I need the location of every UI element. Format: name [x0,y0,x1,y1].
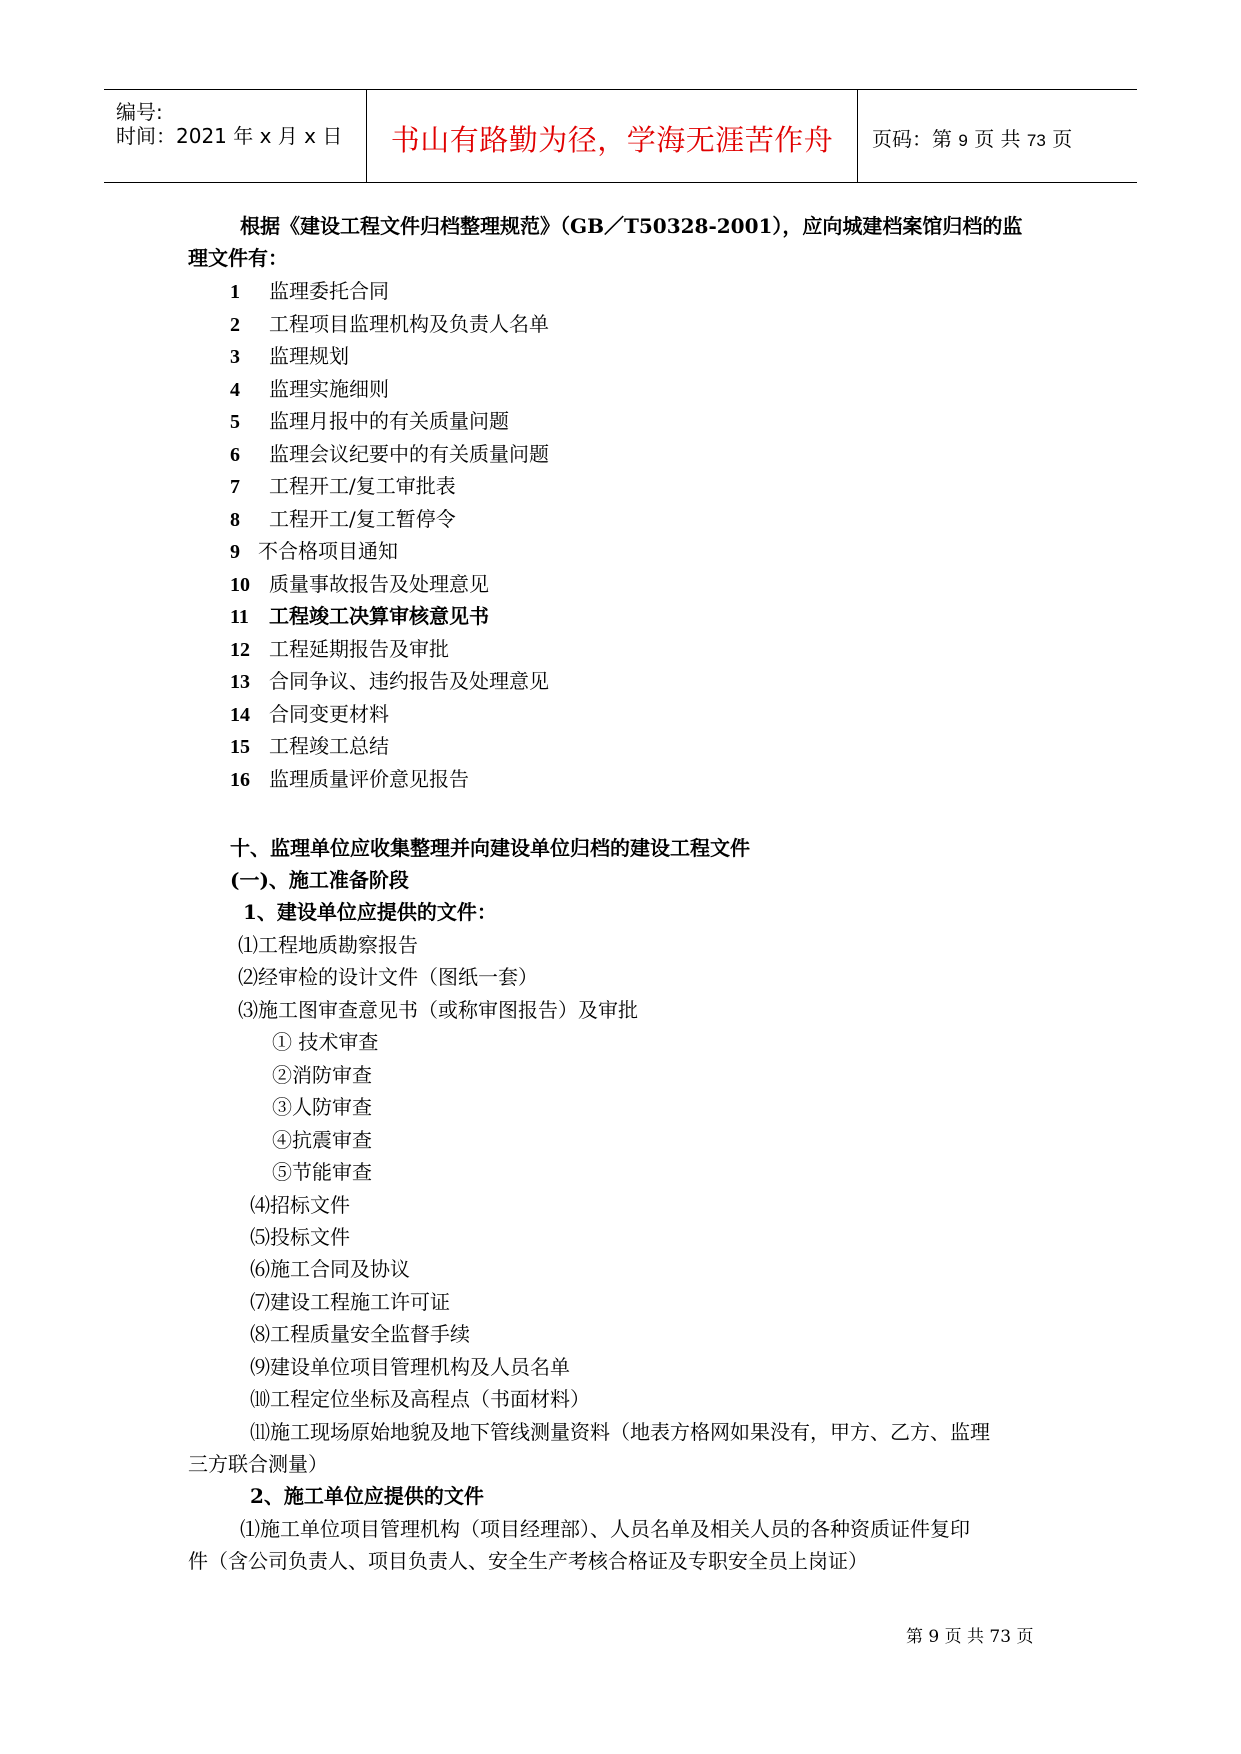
list-item [230,571,489,598]
document-time-label: 时间：2021 年 x 月 x 日 [116,124,343,148]
list-item [230,278,389,305]
list-item-text: 监理实施细则 [269,376,389,401]
list-item: ⑽工程定位坐标及高程点（书面材料） [250,1387,590,1411]
list-item [230,376,389,403]
list-item-number: 6 [230,443,240,466]
list-item-text: 质量事故报告及处理意见 [269,571,489,596]
list-item-number: 9 [230,541,240,563]
section-title: 十、监理单位应收集整理并向建设单位归档的建设工程文件 [230,836,750,860]
list-item [230,441,549,468]
list-item: ⑺建设工程施工许可证 [250,1290,450,1314]
list-item [230,343,349,370]
list-item-number: 10 [230,573,250,596]
list-item [230,506,456,533]
list-item-text: 工程竣工决算审核意见书 [269,604,489,628]
subsection-1-heading: 1、建设单位应提供的文件： [243,900,497,924]
list-item: ⑶施工图审查意见书（或称审图报告）及审批 [238,998,638,1022]
list-item: ⑾施工现场原始地貌及地下管线测量资料（地表方格网如果没有，甲方、乙方、监理 [250,1420,990,1444]
list-item-text: 工程延期报告及审批 [269,636,449,661]
stage-heading: (一)、施工准备阶段 [230,868,409,892]
page-footer: 第 9 页 共 73 页 [906,1627,1034,1647]
list-item [230,733,389,760]
list-item-number: 3 [230,346,240,368]
list-item-text: 工程开工/复工暂停令 [269,506,456,531]
page-current: 9 [958,131,968,150]
list-item [230,408,509,435]
list-item-text: 工程开工/复工审批表 [269,474,456,498]
list-item [230,701,389,728]
list-item-text: 工程竣工总结 [269,734,389,758]
page-header [104,89,1137,183]
list-item-text: 监理月报中的有关质量问题 [269,409,509,433]
list-item-text: 合同变更材料 [269,701,389,726]
list-item: ⑵经审检的设计文件（图纸一套） [238,965,538,989]
list-item-number: 13 [230,671,250,693]
header-page-cell [858,90,1137,182]
list-item-number: 8 [230,508,240,531]
list-item-number: 5 [230,411,240,433]
list-item: ⑼建设单位项目管理机构及人员名单 [250,1355,570,1379]
list-item-text: 监理质量评价意见报告 [269,766,469,791]
review-item: ③人防审查 [272,1095,372,1119]
review-item: ① 技术审查 [272,1030,379,1054]
header-info-cell [104,90,367,182]
list-item-number: 12 [230,638,250,661]
list-item-text: 监理委托合同 [269,279,389,303]
list-item-text: 监理规划 [269,344,349,368]
list-item-number: 4 [230,378,240,401]
list-item-number: 7 [230,476,240,498]
list-item [230,603,489,630]
document-number-label: 编号: [116,100,163,124]
list-item-number: 1 [230,281,240,303]
header-motto-cell [367,90,858,182]
list-item [230,538,398,565]
review-item: ④抗震审查 [272,1128,372,1152]
intro-line-1: 根据《建设工程文件归档整理规范》（GB／T50328-2001），应向城建档案馆归档的监 [240,214,1023,238]
list-item: ⑴施工单位项目管理机构（项目经理部）、人员名单及相关人员的各种资质证件复印 [240,1517,970,1541]
page-suffix: 页 [1052,127,1073,151]
page-total: 73 [1026,131,1046,150]
list-item: ⑻工程质量安全监督手续 [250,1322,470,1346]
page-indicator [872,123,1072,152]
list-item [230,668,549,695]
list-item: ⑸投标文件 [250,1225,350,1249]
review-item: ⑤节能审查 [272,1160,372,1184]
list-item-text: 工程项目监理机构及负责人名单 [269,311,549,336]
list-item-text: 监理会议纪要中的有关质量问题 [269,441,549,466]
list-item [230,311,549,338]
list-item-number: 15 [230,736,250,758]
list-item-number: 16 [230,768,250,791]
list-item: ⑷招标文件 [250,1193,350,1217]
list-item-text: 不合格项目通知 [258,539,398,563]
list-item [230,636,449,663]
list-item [230,473,456,500]
list-item: ⑴工程地质勘察报告 [238,933,418,957]
intro-line-2: 理文件有： [188,246,288,270]
page-prefix: 页码：第 [872,127,952,151]
list-item-number: 14 [230,703,250,726]
motto-text: 书山有路勤为径，学海无涯苦作舟 [390,123,834,157]
list-item [230,766,469,793]
list-item-number: 11 [230,606,249,628]
list-item-text: 合同争议、违约报告及处理意见 [269,669,549,693]
list-item-number: 2 [230,313,240,336]
list-item-continuation: 件（含公司负责人、项目负责人、安全生产考核合格证及专职安全员上岗证） [188,1549,868,1573]
list-item-continuation: 三方联合测量） [188,1452,328,1476]
page-mid: 页 共 [974,127,1021,151]
list-item: ⑹施工合同及协议 [250,1257,410,1281]
subsection-2-heading: 2、施工单位应提供的文件 [250,1484,484,1508]
review-item: ②消防审查 [272,1063,372,1087]
